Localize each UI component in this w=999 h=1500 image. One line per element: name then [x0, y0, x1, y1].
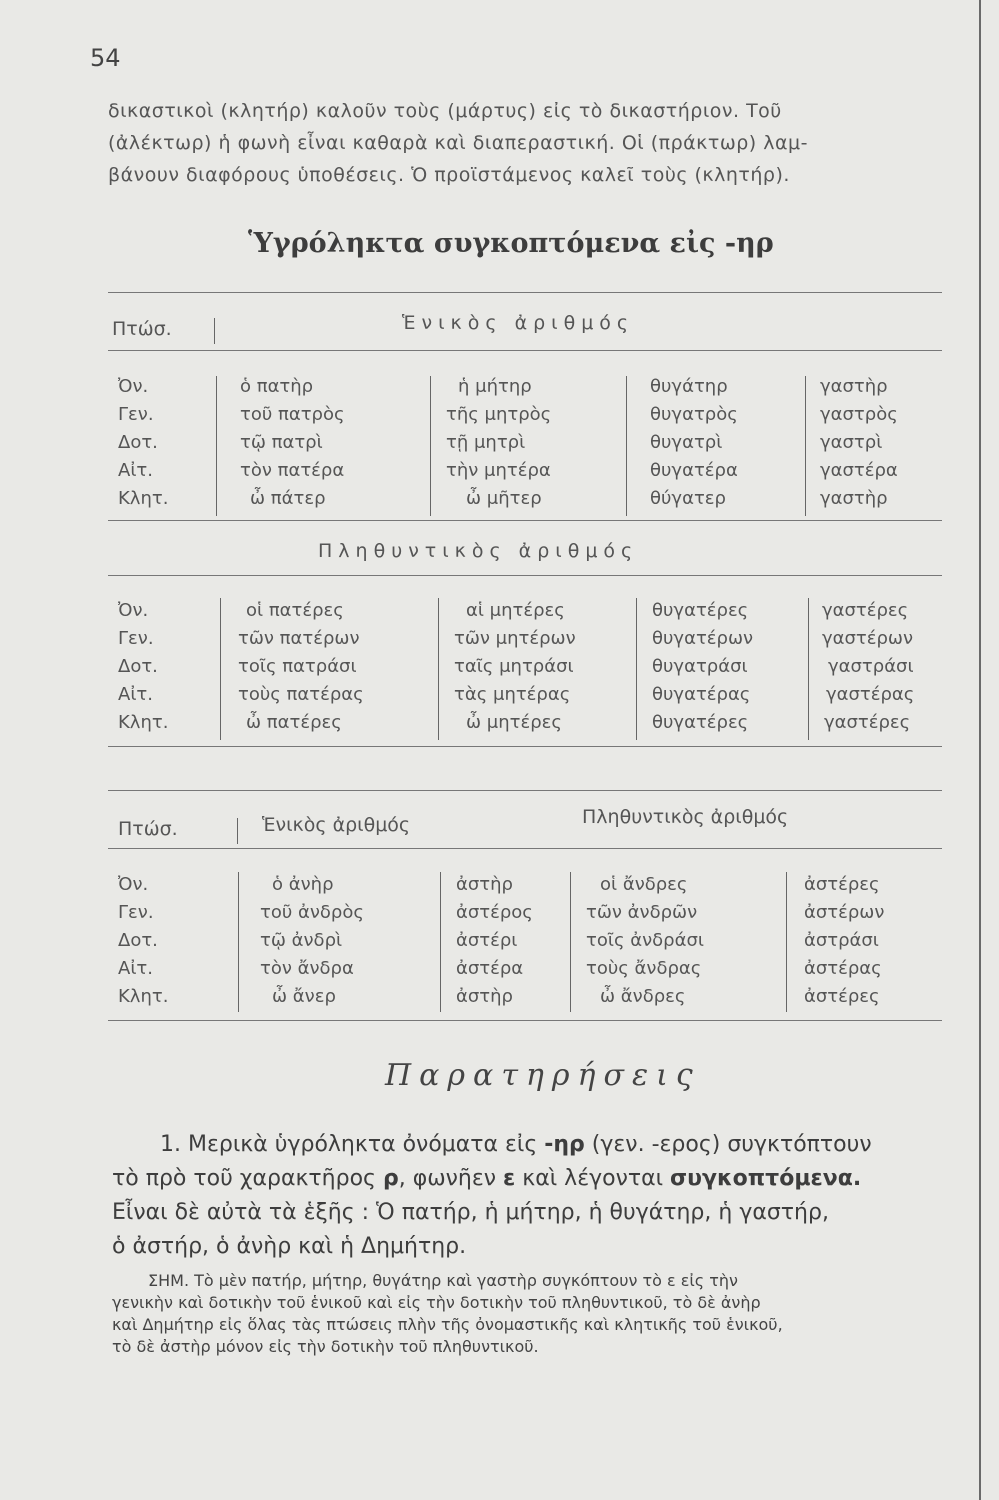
- case-label: Γεν.: [118, 404, 154, 425]
- case-label: Γεν.: [118, 902, 154, 923]
- page-edge-line: [979, 0, 981, 1500]
- table-cell: θυγατέρας: [652, 684, 751, 705]
- table-cell: τὸν πατέρα: [240, 460, 345, 481]
- table-rule: [108, 520, 942, 521]
- table-cell: ἀστέρα: [456, 958, 524, 979]
- observations-title: Παρατηρήσεις: [385, 1058, 701, 1093]
- paragraph-line: [112, 1162, 962, 1196]
- table-cell: ἀστέρων: [804, 902, 885, 923]
- table-cell: ταῖς μητράσι: [454, 656, 574, 677]
- case-label: Ὀν.: [118, 600, 149, 621]
- singular-header: Ἑνικὸς ἀριθμός: [262, 814, 411, 836]
- column-divider: [440, 872, 441, 1012]
- table-cell: τῇ μητρὶ: [446, 432, 526, 453]
- table-cell: τοῖς ἀνδράσι: [586, 930, 704, 951]
- table-cell: οἱ ἄνδρες: [600, 874, 688, 895]
- table-cell: ὁ πατὴρ: [240, 376, 314, 397]
- table-cell: ὦ ἄνερ: [272, 986, 336, 1007]
- table-cell: ἀστὴρ: [456, 874, 513, 895]
- singular-header: Ἑνικὸς ἀριθμός: [402, 312, 635, 334]
- column-divider: [808, 598, 809, 740]
- column-divider: [570, 872, 571, 1012]
- table-cell: τοὺς πατέρας: [238, 684, 364, 705]
- table-cell: θυγατράσι: [652, 656, 748, 677]
- text-run: , φωνῆεν: [398, 1166, 504, 1191]
- table-cell: γαστέρες: [824, 712, 911, 733]
- note-line: γενικὴν καὶ δοτικὴν τοῦ ἑνικοῦ καὶ εἰς τὴν δοτικὴν τοῦ πληθυντικοῦ, τὸ δὲ ἀνὴρ: [112, 1293, 761, 1312]
- table-cell: τοὺς ἄνδρας: [586, 958, 702, 979]
- column-divider: [237, 818, 238, 844]
- table-cell: ἀστέρος: [456, 902, 533, 923]
- bold-letter: ρ: [382, 1166, 399, 1191]
- case-header: Πτώσ.: [118, 818, 178, 840]
- table-cell: θυγάτηρ: [650, 376, 728, 397]
- table-cell: θυγατέρες: [652, 712, 749, 733]
- table-cell: γαστὴρ: [820, 376, 888, 397]
- table-cell: τοῦ ἀνδρὸς: [260, 902, 364, 923]
- note-paragraph: [112, 1270, 962, 1358]
- plural-header: Πληθυντικὸς ἀριθμός: [582, 806, 789, 828]
- column-divider: [438, 598, 439, 740]
- case-label: Αἰτ.: [118, 460, 153, 481]
- table-cell: αἱ μητέρες: [466, 600, 565, 621]
- table-cell: γαστράσι: [828, 656, 914, 677]
- table-cell: θυγατρὸς: [650, 404, 738, 425]
- table-cell: τὴν μητέρα: [446, 460, 551, 481]
- text-run: 1. Μερικὰ ὑγρόληκτα ὀνόματα εἰς: [160, 1132, 545, 1157]
- page-number: 54: [90, 44, 121, 72]
- table-cell: ἡ μήτηρ: [458, 376, 532, 397]
- table-rule: [108, 790, 942, 791]
- case-label: Αἰτ.: [118, 958, 153, 979]
- table-cell: τῶν πατέρων: [238, 628, 360, 649]
- table-cell: γαστρὶ: [820, 432, 883, 453]
- column-divider: [430, 376, 431, 516]
- table-rule: [108, 575, 942, 576]
- text-run: (γεν. -ερος) συγκτόπτουν: [584, 1132, 872, 1157]
- table-cell: γαστρὸς: [820, 404, 898, 425]
- paragraph-line: [112, 1128, 962, 1162]
- bold-term: συγκοπτόμενα.: [670, 1166, 862, 1191]
- column-divider: [636, 598, 637, 740]
- column-divider: [216, 376, 217, 516]
- table-cell: ἀστέρες: [804, 874, 880, 895]
- table-cell: τὰς μητέρας: [454, 684, 571, 705]
- table-cell: τῶν μητέρων: [454, 628, 576, 649]
- table-cell: τῷ πατρὶ: [240, 432, 323, 453]
- table-cell: θυγατέρα: [650, 460, 738, 481]
- note-line: καὶ Δημήτηρ εἰς ὅλας τὰς πτώσεις πλὴν τῆς ὀνομαστικῆς καὶ κλητικῆς τοῦ ἑνικοῦ,: [112, 1315, 783, 1334]
- case-label: Δοτ.: [118, 432, 158, 453]
- table-cell: ὦ πάτερ: [250, 488, 326, 509]
- table-cell: ὦ ἄνδρες: [600, 986, 686, 1007]
- table-cell: θυγατρὶ: [650, 432, 723, 453]
- table-cell: ὦ πατέρες: [246, 712, 342, 733]
- bold-letter: ε: [503, 1166, 516, 1191]
- table-cell: τοῖς πατράσι: [238, 656, 357, 677]
- observation-paragraph: [112, 1128, 962, 1264]
- case-label: Ὀν.: [118, 376, 149, 397]
- table-cell: ὦ μῆτερ: [466, 488, 542, 509]
- case-label: Αἰτ.: [118, 684, 153, 705]
- paragraph-line: Εἶναι δὲ αὐτὰ τὰ ἑξῆς : Ὁ πατήρ, ἡ μήτηρ, ἡ θυγάτηρ, ἡ γαστήρ,: [112, 1200, 829, 1225]
- table-cell: ἀστέρες: [804, 986, 880, 1007]
- text-run: καὶ λέγονται: [515, 1166, 671, 1191]
- table-cell: γαστὴρ: [820, 488, 888, 509]
- column-divider: [214, 318, 215, 344]
- table-cell: θυγατέρων: [652, 628, 754, 649]
- intro-line: (ἀλέκτωρ) ἡ φωνὴ εἶναι καθαρὰ καὶ διαπεραστική. Οἱ (πράκτωρ) λαμ-: [108, 132, 808, 154]
- text-run: τὸ πρὸ τοῦ χαρακτῆρος: [112, 1166, 383, 1191]
- table-cell: τὸν ἄνδρα: [260, 958, 354, 979]
- note-line: τὸ δὲ ἀστὴρ μόνον εἰς τὴν δοτικὴν τοῦ πληθυντικοῦ.: [112, 1337, 539, 1356]
- case-label: Δοτ.: [118, 930, 158, 951]
- case-label: Δοτ.: [118, 656, 158, 677]
- bold-suffix: -ηρ: [544, 1132, 585, 1157]
- table-cell: οἱ πατέρες: [246, 600, 344, 621]
- plural-header: Πληθυντικὸς ἀριθμός: [318, 540, 639, 562]
- table-cell: ἀστράσι: [804, 930, 879, 951]
- table-cell: τῆς μητρὸς: [446, 404, 552, 425]
- column-divider: [805, 376, 806, 516]
- table-cell: ἀστέρας: [804, 958, 882, 979]
- table-cell: ἀστὴρ: [456, 986, 513, 1007]
- table-cell: θυγατέρες: [652, 600, 749, 621]
- intro-line: δικαστικοὶ (κλητήρ) καλοῦν τοὺς (μάρτυς) εἰς τὸ δικαστήριον. Τοῦ: [108, 100, 782, 122]
- column-divider: [238, 872, 239, 1012]
- table-cell: ἀστέρι: [456, 930, 518, 951]
- table-cell: ὁ ἀνὴρ: [272, 874, 334, 895]
- note-line: ΣΗΜ. Τὸ μὲν πατήρ, μήτηρ, θυγάτηρ καὶ γαστὴρ συγκόπτουν τὸ ε εἰς τὴν: [148, 1271, 738, 1290]
- table-rule: [108, 1020, 942, 1021]
- table-cell: γαστέρα: [820, 460, 898, 481]
- table-rule: [108, 848, 942, 849]
- table-rule: [108, 350, 942, 351]
- section-title: Ὑγρόληκτα συγκοπτόμενα εἰς -ηρ: [248, 228, 774, 259]
- column-divider: [220, 598, 221, 740]
- case-label: Κλητ.: [118, 488, 169, 509]
- table-cell: γαστέρων: [822, 628, 914, 649]
- table-cell: τῷ ἀνδρὶ: [260, 930, 343, 951]
- paragraph-line: ὁ ἀστήρ, ὁ ἀνὴρ καὶ ἡ Δημήτηρ.: [112, 1234, 467, 1259]
- table-cell: γαστέρες: [822, 600, 909, 621]
- case-label: Γεν.: [118, 628, 154, 649]
- column-divider: [626, 376, 627, 516]
- intro-paragraph: [108, 95, 938, 191]
- column-divider: [786, 872, 787, 1012]
- intro-line: βάνουν διαφόρους ὑποθέσεις. Ὁ προϊστάμενος καλεῖ τοὺς (κλητήρ).: [108, 164, 790, 186]
- table-rule: [108, 746, 942, 747]
- table-cell: γαστέρας: [826, 684, 915, 705]
- case-label: Ὀν.: [118, 874, 149, 895]
- table-rule: [108, 292, 942, 293]
- case-label: Κλητ.: [118, 986, 169, 1007]
- table-cell: ὦ μητέρες: [466, 712, 562, 733]
- case-label: Κλητ.: [118, 712, 169, 733]
- table-cell: τοῦ πατρὸς: [240, 404, 345, 425]
- table-cell: τῶν ἀνδρῶν: [586, 902, 698, 923]
- table-cell: θύγατερ: [650, 488, 726, 509]
- case-header: Πτώσ.: [112, 318, 172, 340]
